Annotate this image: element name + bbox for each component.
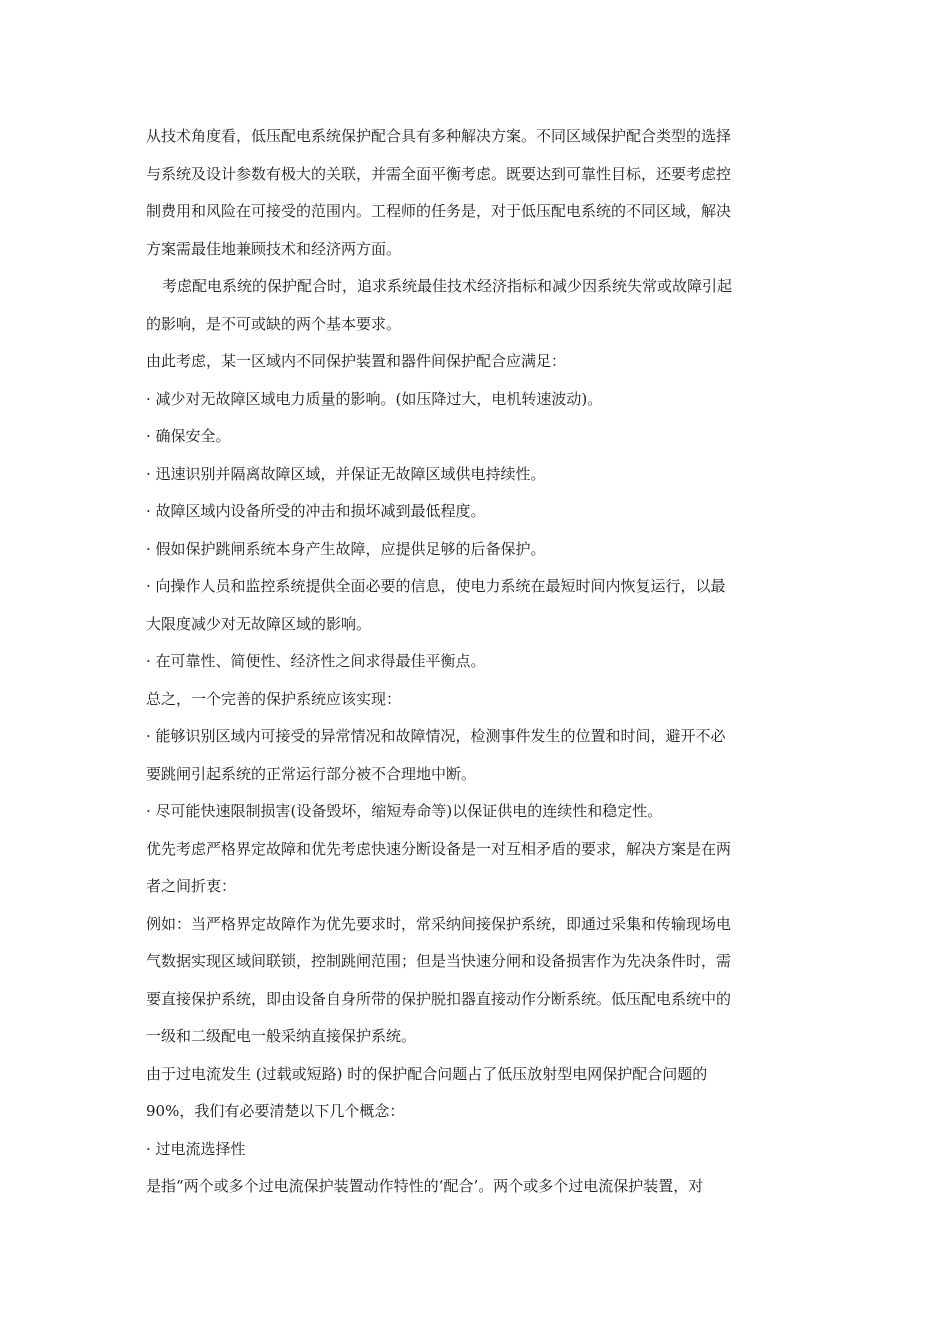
bullet-line: · 向操作人员和监控系统提供全面必要的信息，使电力系统在最短时间内恢复运行，以最 xyxy=(146,577,726,595)
text-line: 是指“两个或多个过电流保护装置动作特性的‘配合’。两个或多个过电流保护装置，对 xyxy=(146,1177,704,1195)
text-line: 一级和二级配电一般采纳直接保护系统。 xyxy=(146,1027,417,1045)
text-line: 90%，我们有必要清楚以下几个概念： xyxy=(146,1102,405,1120)
text-line: 由此考虑，某一区域内不同保护装置和器件间保护配合应满足： xyxy=(146,352,567,370)
text-line: 气数据实现区域间联锁，控制跳闸范围；但是当快速分闸和设备损害作为先决条件时，需 xyxy=(146,952,732,970)
bullet-line: · 故障区域内设备所受的冲击和损坏减到最低程度。 xyxy=(146,502,486,520)
bullet-line: · 尽可能快速限制损害(设备毁坏，缩短寿命等)以保证供电的连续性和稳定性。 xyxy=(146,802,663,820)
bullet-line: · 在可靠性、简便性、经济性之间求得最佳平衡点。 xyxy=(146,652,486,670)
bullet-line: · 减少对无故障区域电力质量的影响。(如压降过大，电机转速波动)。 xyxy=(146,389,603,408)
text-line: 由于过电流发生 (过载或短路) 时的保护配合问题占了低压放射型电网保护配合问题的 xyxy=(146,1064,708,1083)
bullet-line: · 能够识别区域内可接受的异常情况和故障情况，检测事件发生的位置和时间，避开不必 xyxy=(146,727,726,745)
text-line: 考虑配电系统的保护配合时，追求系统最佳技术经济指标和减少因系统失常或故障引起 xyxy=(162,277,733,295)
document-body xyxy=(146,118,806,1206)
bullet-line: · 确保安全。 xyxy=(146,427,231,445)
bullet-line: · 迅速识别并隔离故障区域，并保证无故障区域供电持续性。 xyxy=(146,464,546,483)
text-line: 的影响，是不可或缺的两个基本要求。 xyxy=(146,314,402,333)
text-line: 例如：当严格界定故障作为优先要求时，常采纳间接保护系统，即通过采集和传输现场电 xyxy=(146,914,732,933)
text-line: 要直接保护系统，即由设备自身所带的保护脱扣器直接动作分断系统。低压配电系统中的 xyxy=(146,989,732,1008)
text-line: 从技术角度看，低压配电系统保护配合具有多种解决方案。不同区域保护配合类型的选择 xyxy=(146,127,732,145)
text-line: 优先考虑严格界定故障和优先考虑快速分断设备是一对互相矛盾的要求，解决方案是在两 xyxy=(146,839,732,858)
text-line: 方案需最佳地兼顾技术和经济两方面。 xyxy=(146,239,402,258)
text-line: 制费用和风险在可接受的范围内。工程师的任务是，对于低压配电系统的不同区域，解决 xyxy=(146,202,732,220)
bullet-line: · 假如保护跳闸系统本身产生故障，应提供足够的后备保护。 xyxy=(146,539,546,558)
text-line: 要跳闸引起系统的正常运行部分被不合理地中断。 xyxy=(146,764,477,783)
text-line: 大限度减少对无故障区域的影响。 xyxy=(146,614,372,633)
text-line: 者之间折衷： xyxy=(146,877,237,895)
text-line: 总之，一个完善的保护系统应该实现： xyxy=(146,689,402,708)
text-line: 与系统及设计参数有极大的关联，并需全面平衡考虑。既要达到可靠性目标，还要考虑控 xyxy=(146,164,732,183)
bullet-line: · 过电流选择性 xyxy=(146,1139,246,1158)
